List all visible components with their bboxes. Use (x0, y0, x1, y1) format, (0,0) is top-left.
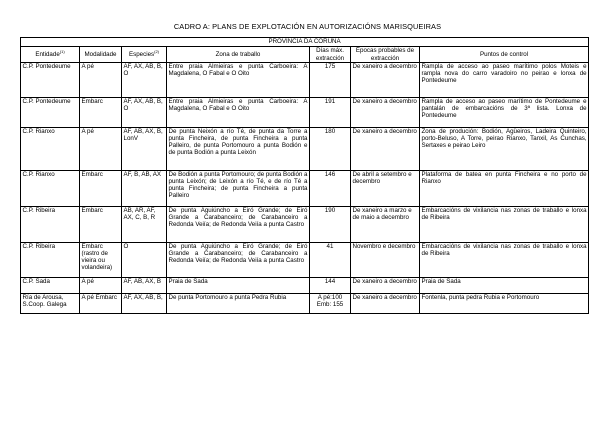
exploitation-plans-table (20, 37, 589, 314)
cell-zona: Entre praia Almieiras e punta Carboeira: A Magdalena, O Fabal e O Oito (167, 98, 310, 128)
table-row (21, 98, 589, 128)
table-row (21, 278, 589, 294)
col-header-especies: Especies$^{(2)}$ (122, 47, 167, 63)
cell-zona: De Bodión a punta Portomouro; de punta Bodión a punta Leixón; de Leixón a río Té, e de río Té a punta Fincheira; de punta Fincheira a punta Palleiro (167, 171, 310, 207)
cell-zona: De punta Neixón a río Té, de punta da Torre a punta Fincheira, de punta Fincheira a punta Palleiro, de punta Portomouro a punta Bodión e de punta Bodión a punta Leixón (167, 128, 310, 171)
cell-puntos: Embarcacións de vixilancia nas zonas de traballo e lonxa de Ribeira (420, 207, 589, 243)
cell-epocas: De xaneiro a marzo e de maio a decembro (351, 207, 420, 243)
cell-dias: 191 (310, 98, 351, 128)
cell-especies: AF, AX, AB, B, O (122, 63, 167, 98)
cell-entidade: C.P. Rianxo (21, 128, 80, 171)
cell-epocas: De xaneiro a decembro (351, 98, 420, 128)
cell-especies: AF, B, AB, AX (122, 171, 167, 207)
cell-dias: 180 (310, 128, 351, 171)
cell-epocas: De xaneiro a decembro (351, 278, 420, 294)
cell-zona: De punta Portomouro a punta Pedra Rubia (167, 294, 310, 314)
cell-modalidade: Embarc (80, 207, 122, 243)
col-header-dias: Días máx. extracción (310, 47, 351, 63)
cell-zona: Entre praia Almieiras e punta Carboeira: A Magdalena, O Fabal e O Oito (167, 63, 310, 98)
col-header-modalidade: Modalidade (80, 47, 122, 63)
col-header-epocas: Épocas probables de extracción (351, 47, 420, 63)
cell-epocas: De xaneiro a decembro (351, 63, 420, 98)
cell-dias: 175 (310, 63, 351, 98)
col-header-puntos: Puntos de control (420, 47, 589, 63)
table-row (21, 207, 589, 243)
cell-modalidade: Embarc (rastro de vieira ou volandeira) (80, 243, 122, 278)
cell-puntos: Plataforma de batea en punta Fincheira e no porto de Rianxo (420, 171, 589, 207)
cell-dias: 41 (310, 243, 351, 278)
cell-puntos: Rampla de acceso ao paseo marítimo de Pontedeume e pantalán de embarcacións de 3ª lista. Lonxa de Pontedeume (420, 98, 589, 128)
cell-entidade: C.P. Rianxo (21, 171, 80, 207)
cell-entidade: C.P. Pontedeume (21, 63, 80, 98)
cell-entidade: C.P. Pontedeume (21, 98, 80, 128)
cell-entidade: C.P. Ribeira (21, 207, 80, 243)
cell-modalidade: A pé Embarc (80, 294, 122, 314)
cell-epocas: De abril a setembro e decembro (351, 171, 420, 207)
cell-especies: AF, AX, AB, B, O (122, 98, 167, 128)
cell-modalidade: A pé (80, 128, 122, 171)
table-row (21, 128, 589, 171)
cell-modalidade: Embarc (80, 98, 122, 128)
cell-epocas: De xaneiro a decembro (351, 128, 420, 171)
table-row (21, 243, 589, 278)
cell-puntos: Zona de produción: Bodión, Agüeiros, Ladeira Quinteiro, porto-Beluso, A Torre, peirao Rianxo, Tanxil, As Cunchas, Sertaxes e peirao Leiro (420, 128, 589, 171)
cell-especies: AF, AB, AX, B (122, 278, 167, 294)
cell-zona: De punta Aguiúncho a Eiró Grande; de Eiró Grande a Carabanceiro; de Carabanceiro a Redonda Veiía; de Redonda Veiía a punta Castro (167, 207, 310, 243)
cell-especies: AF, AX, AB, B, (122, 294, 167, 314)
cell-entidade: C.P. Ribeira (21, 243, 80, 278)
cell-puntos: Embarcacións de vixilancia nas zonas de traballo e lonxa de Ribeira (420, 243, 589, 278)
table-row (21, 294, 589, 314)
cell-puntos: Fontenla, punta pedra Rubia e Portomouro (420, 294, 589, 314)
cell-epocas: Novembro e decembro (351, 243, 420, 278)
cell-dias: 144 (310, 278, 351, 294)
cell-epocas: De xaneiro a decembro (351, 294, 420, 314)
cell-zona: De punta Aguiúncho a Eiró Grande; de Eiró Grande a Carabanceiro; de Carabanceiro a Redonda Veiía; de Redonda Veiía a punta Castro (167, 243, 310, 278)
col-header-entidade: Entidade$^{(1)}$ (21, 47, 80, 63)
cell-puntos: Praia de Sada (420, 278, 589, 294)
cell-modalidade: Embarc (80, 171, 122, 207)
cell-dias: A pé:100 Emb: 155 (310, 294, 351, 314)
cell-zona: Praia de Sada (167, 278, 310, 294)
table-row (21, 171, 589, 207)
cell-puntos: Rampla de acceso ao paseo marítimo polos Moteis e rampla nova do carro varadoiro no peirao e lonxa de Pontedeume (420, 63, 589, 98)
document-title: CADRO A: PLANS DE EXPLOTACIÓN EN AUTORIZACIÓNS MARISQUEIRAS (173, 22, 442, 31)
col-header-zona: Zona de traballo (167, 47, 310, 63)
cell-especies: O (122, 243, 167, 278)
cell-especies: AB, AR, AF, AX, C, B, R (122, 207, 167, 243)
cell-dias: 190 (310, 207, 351, 243)
cell-modalidade: A pé (80, 63, 122, 98)
province-header: PROVINCIA DA CORUÑA (21, 38, 589, 47)
table-row (21, 63, 589, 98)
cell-dias: 146 (310, 171, 351, 207)
cell-especies: AF, AB, AX, B, LonV (122, 128, 167, 171)
cell-modalidade: A pé (80, 278, 122, 294)
cell-entidade: Ría de Arousa, S.Coop. Galega (21, 294, 80, 314)
cell-entidade: C.P. Sada (21, 278, 80, 294)
